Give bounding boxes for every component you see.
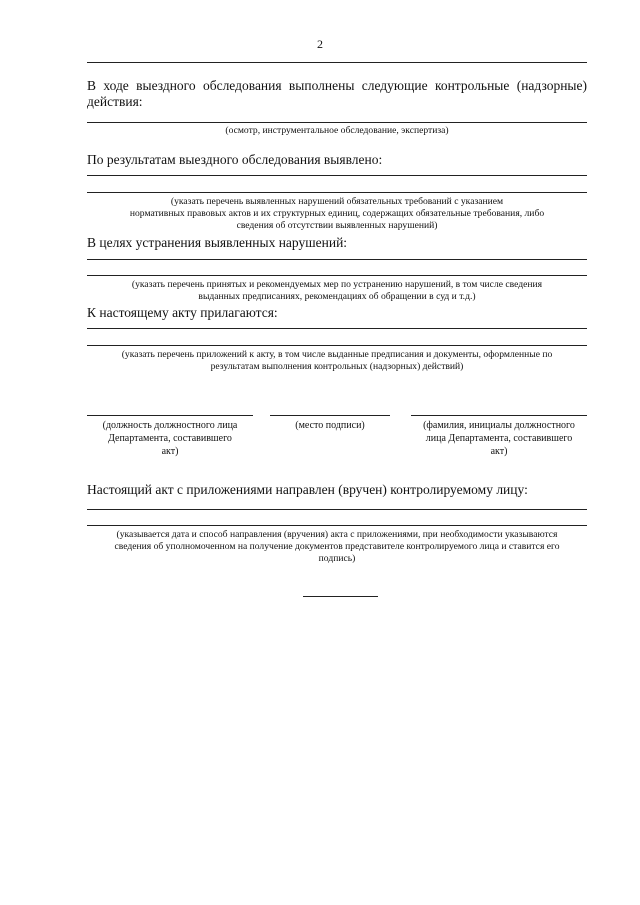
- delivery-fill-line-1[interactable]: [87, 509, 587, 510]
- closing-divider: [303, 596, 378, 597]
- delivery-caption-line2: сведения об уполномоченном на получение документов представителе контролируемого лица и ставится его: [114, 541, 560, 552]
- findings-caption-line1: (указать перечень выявленных нарушений обязательных требований с указанием: [170, 196, 504, 207]
- remedy-caption-line1: (указать перечень принятых и рекомендуемых мер по устранению нарушений, в том числе сведения: [131, 279, 543, 290]
- attachments-heading: К настоящему акту прилагаются:: [87, 305, 278, 320]
- remedy-fill-line-2[interactable]: [87, 275, 587, 276]
- findings-fill-line-2[interactable]: [87, 192, 587, 193]
- signature-name-line[interactable]: [411, 415, 587, 416]
- findings-fill-line-1[interactable]: [87, 175, 587, 176]
- actions-intro-line2: действия:: [87, 94, 143, 109]
- signature-sign-line[interactable]: [270, 415, 390, 416]
- findings-caption-line2: нормативных правовых актов и их структурных единиц, содержащих обязательные требования, либо: [129, 208, 545, 219]
- delivery-caption-line1: (указывается дата и способ направления (вручения) акта с приложениями, при необходимости указываются: [116, 529, 558, 540]
- signature-position-caption-line2: Департамента, составившего: [108, 433, 232, 444]
- signature-position-caption-line3: акт): [161, 446, 179, 457]
- attachments-fill-line-2[interactable]: [87, 345, 587, 346]
- remedy-fill-line-1[interactable]: [87, 259, 587, 260]
- signature-name-caption-line1: (фамилия, инициалы должностного: [423, 420, 575, 431]
- findings-heading: По результатам выездного обследования выявлено:: [87, 152, 383, 167]
- remedy-heading: В целях устранения выявленных нарушений:: [87, 235, 348, 250]
- signature-position-caption-line1: (должность должностного лица: [102, 420, 238, 431]
- page-number: 2: [317, 37, 323, 51]
- delivery-heading: Настоящий акт с приложениями направлен (вручен) контролируемому лицу:: [87, 482, 528, 497]
- top-rule: [87, 62, 587, 63]
- signature-position-line[interactable]: [87, 415, 253, 416]
- attachments-caption-line1: (указать перечень приложений к акту, в том числе выданные предписания и документы, оформленные по: [121, 349, 553, 360]
- actions-fill-line[interactable]: [87, 122, 587, 123]
- attachments-caption-line2: результатам выполнения контрольных (надзорных) действий): [210, 361, 464, 372]
- signature-name-caption-line3: акт): [490, 446, 508, 457]
- actions-intro-line1: В ходе выездного обследования выполнены следующие контрольные (надзорные): [87, 78, 587, 93]
- delivery-caption-line3: подпись): [318, 553, 356, 564]
- remedy-caption-line2: выданных предписаниях, рекомендациях об обращении в суд и т.д.): [198, 291, 476, 302]
- signature-name-caption-line2: лица Департамента, составившего: [425, 433, 573, 444]
- signature-sign-caption-line1: (место подписи): [295, 420, 365, 431]
- delivery-fill-line-2[interactable]: [87, 525, 587, 526]
- findings-caption-line3: сведения об отсутствии выявленных нарушений): [236, 220, 438, 231]
- actions-caption: (осмотр, инструментальное обследование, экспертиза): [225, 125, 449, 136]
- signature-name-caption: [411, 419, 587, 458]
- attachments-fill-line-1[interactable]: [87, 328, 587, 329]
- signature-position-caption: [87, 419, 253, 458]
- signature-sign-caption: [270, 419, 390, 432]
